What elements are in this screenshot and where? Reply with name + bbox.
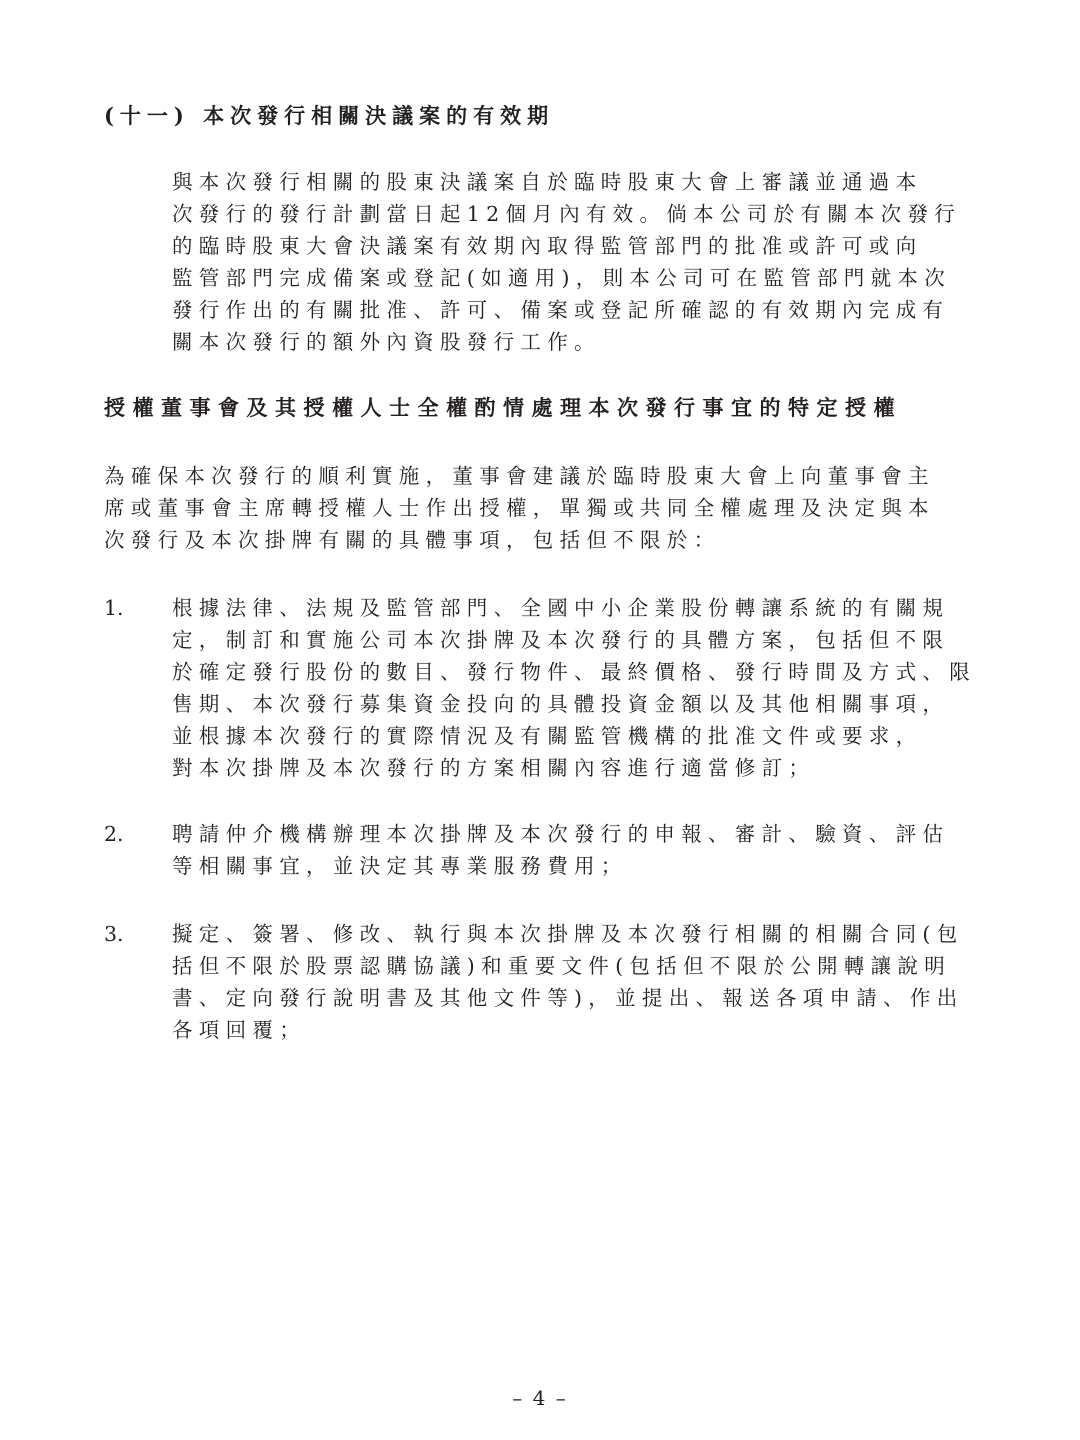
page-number: – 4 – <box>512 1386 568 1410</box>
list-item-number: 3. <box>104 922 124 946</box>
section-heading: 授權董事會及其授權人士全權酌情處理本次發行事宜的特定授權 <box>104 395 902 420</box>
paragraph-line: 各項回覆； <box>172 1018 306 1042</box>
sub-heading: (十一) 本次發行相關決議案的有效期 <box>104 103 555 128</box>
paragraph-line: 擬定、簽署、修改、執行與本次掛牌及本次發行相關的相關合同(包 <box>172 922 964 946</box>
paragraph-line: 發行作出的有關批准、許可、備案或登記所確認的有效期內完成有 <box>172 298 950 322</box>
paragraph-line: 對本次掛牌及本次發行的方案相關內容進行適當修訂； <box>172 756 816 780</box>
paragraph-line: 等相關事宜，並決定其專業服務費用； <box>172 854 628 878</box>
paragraph-line: 次發行的發行計劃當日起12個月內有效。倘本公司於有關本次發行 <box>172 202 962 226</box>
paragraph-line: 括但不限於股票認購協議)和重要文件(包括但不限於公開轉讓說明 <box>172 954 951 978</box>
list-item-text <box>172 818 984 882</box>
intro-paragraph <box>104 460 984 556</box>
paragraph-line: 售期、本次發行募集資金投向的具體投資金額以及其他相關事項， <box>172 692 950 716</box>
paragraph-line: 的臨時股東大會決議案有效期內取得監管部門的批准或許可或向 <box>172 234 923 258</box>
validity-paragraph <box>172 166 992 358</box>
paragraph-line: 定，制訂和實施公司本次掛牌及本次發行的具體方案，包括但不限 <box>172 628 950 652</box>
paragraph-line: 關本次發行的額外內資股發行工作。 <box>172 330 601 354</box>
paragraph-line: 與本次發行相關的股東決議案自於臨時股東大會上審議並通過本 <box>172 170 923 194</box>
paragraph-line: 書、定向發行說明書及其他文件等)，並提出、報送各項申請、作出 <box>172 986 964 1010</box>
list-item-number: 2. <box>104 822 124 846</box>
paragraph-line: 聘請仲介機構辦理本次掛牌及本次發行的申報、審計、驗資、評估 <box>172 822 950 846</box>
paragraph-line: 於確定發行股份的數目、發行物件、最終價格、發行時間及方式、限 <box>172 660 976 684</box>
paragraph-line: 根據法律、法規及監管部門、全國中小企業股份轉讓系統的有關規 <box>172 596 950 620</box>
paragraph-line: 並根據本次發行的實際情況及有關監管機構的批准文件或要求， <box>172 724 923 748</box>
list-item-number: 1. <box>104 596 124 620</box>
list-item-text <box>172 592 984 784</box>
paragraph-line: 監管部門完成備案或登記(如適用)，則本公司可在監管部門就本次 <box>172 266 951 290</box>
paragraph-line: 為確保本次發行的順利實施，董事會建議於臨時股東大會上向董事會主 <box>104 464 935 488</box>
paragraph-line: 席或董事會主席轉授權人士作出授權，單獨或共同全權處理及決定與本 <box>104 496 935 520</box>
paragraph-line: 次發行及本次掛牌有關的具體事項，包括但不限於： <box>104 528 721 552</box>
list-item-text <box>172 918 984 1046</box>
